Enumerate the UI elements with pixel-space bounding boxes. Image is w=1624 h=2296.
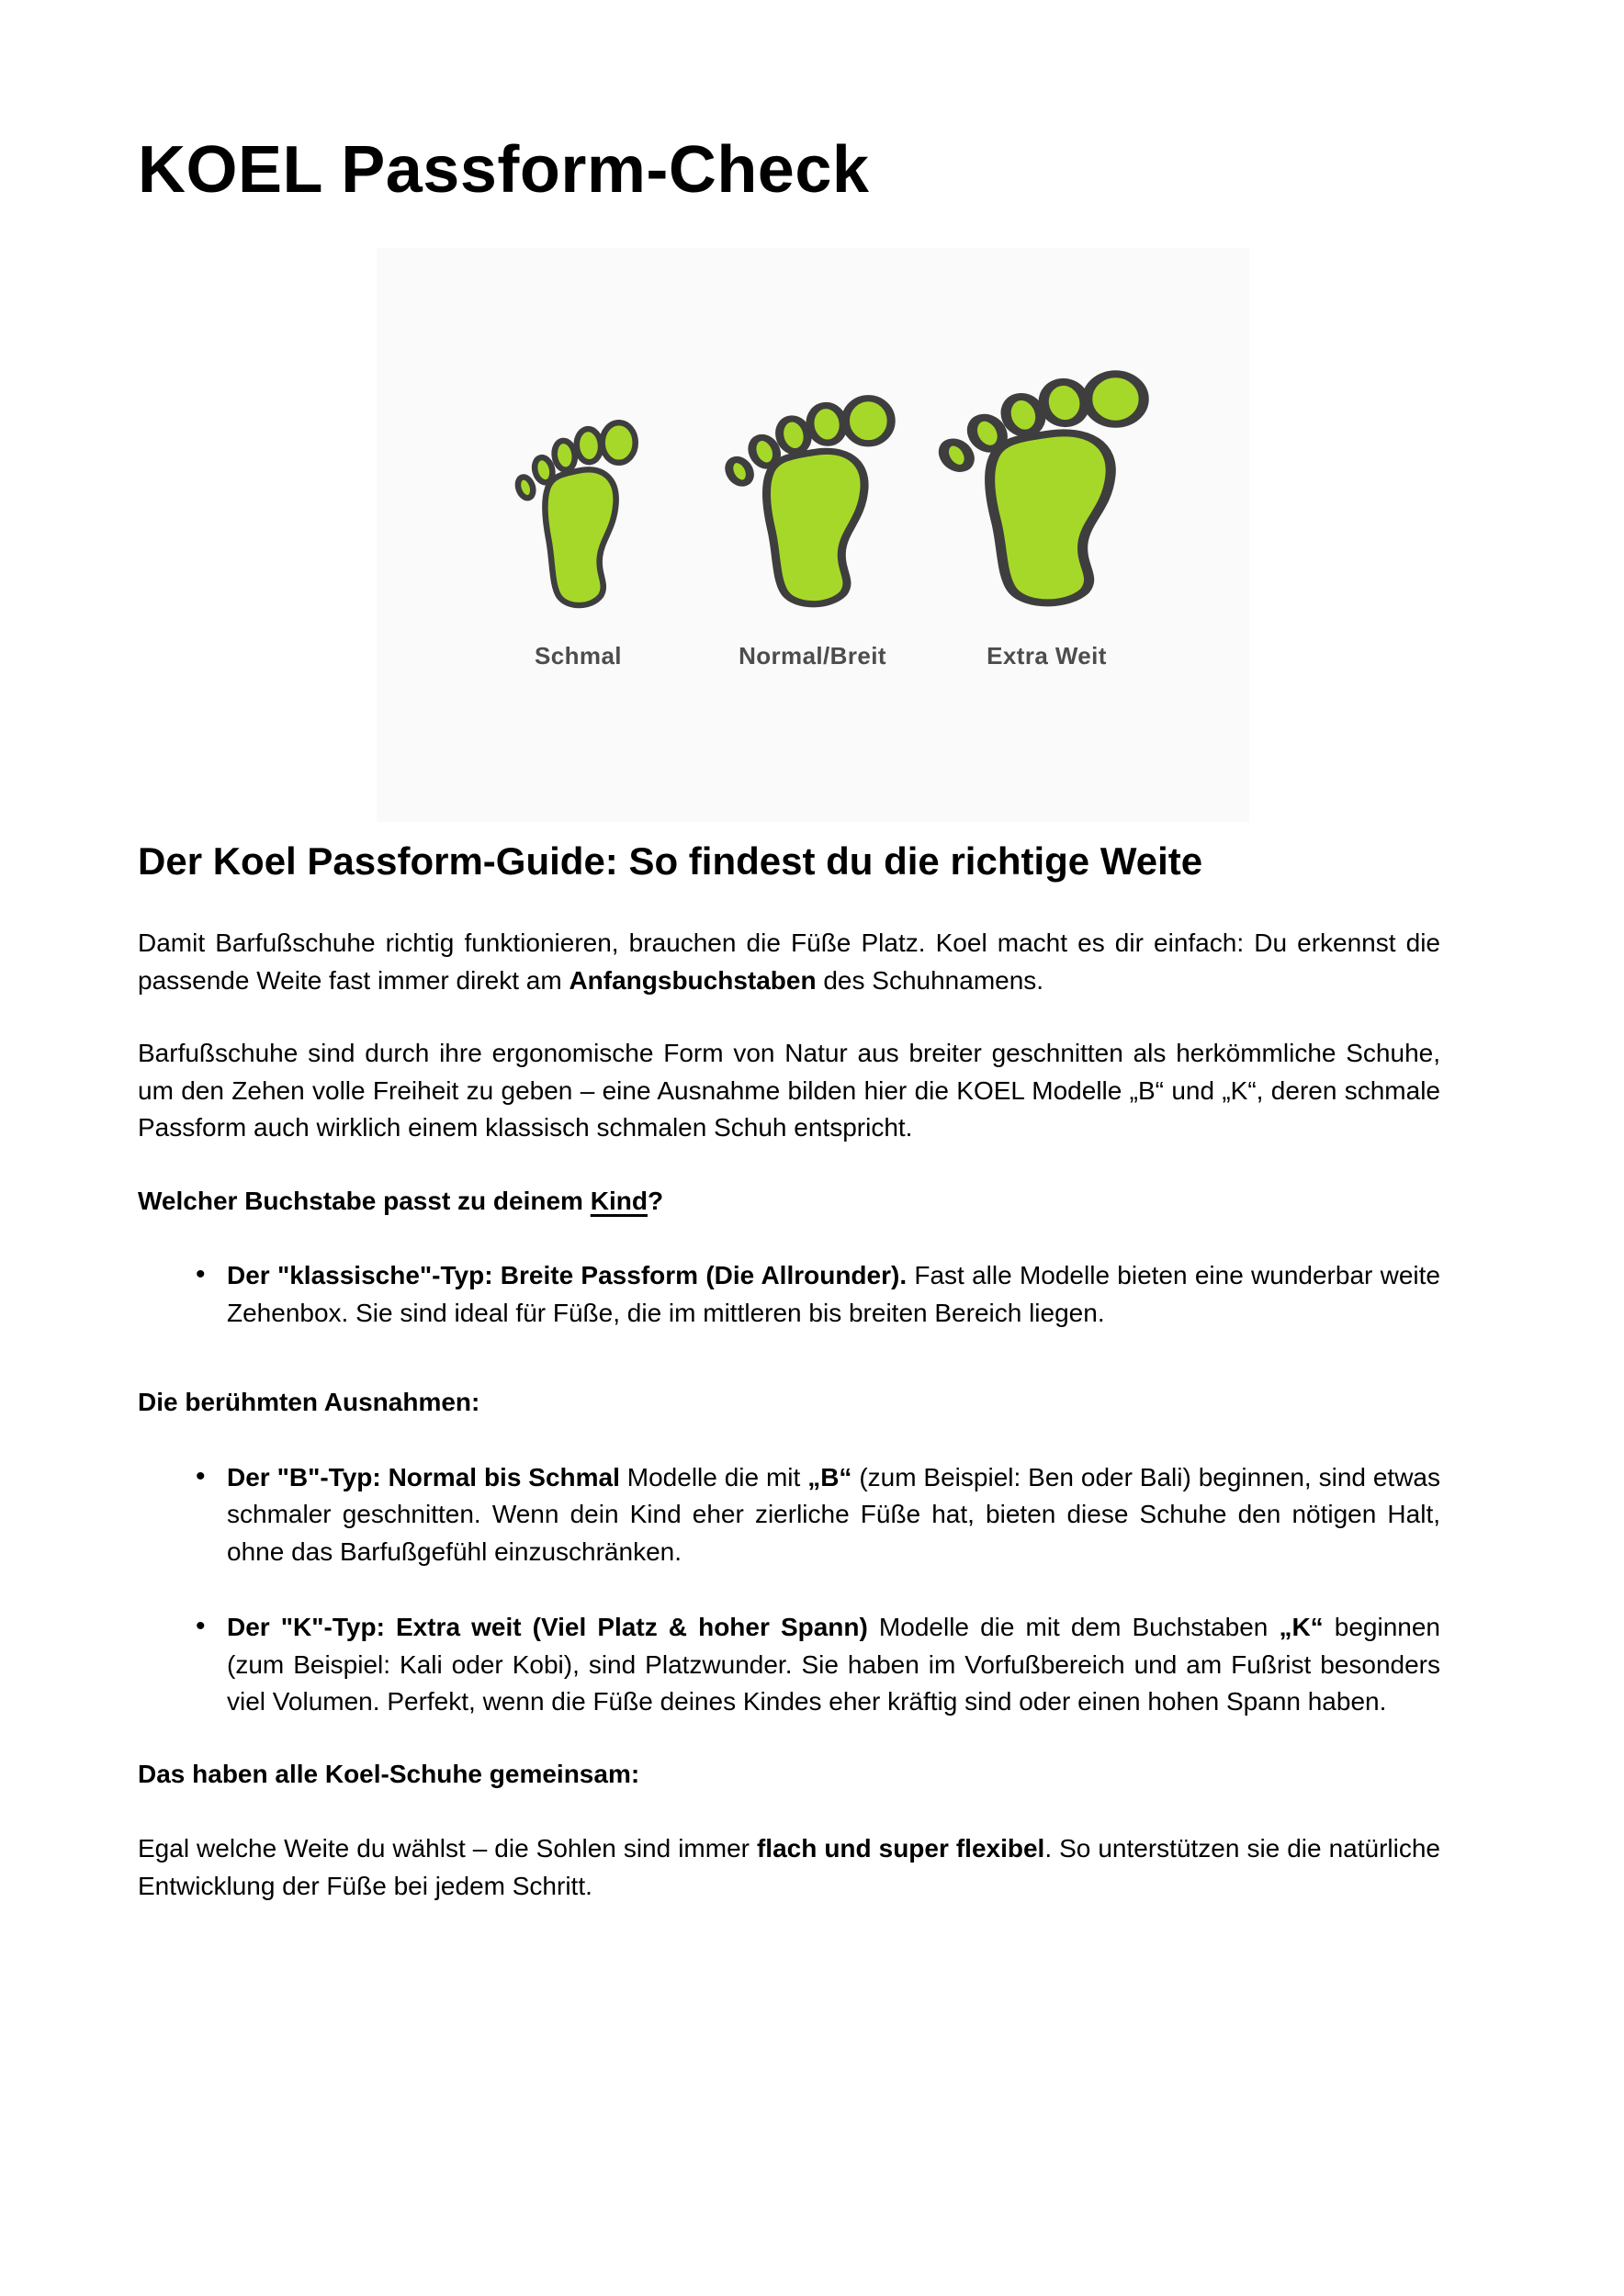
b-type-text-1: Modelle die mit [619, 1462, 808, 1491]
foot-column-normal [695, 369, 930, 670]
classic-type-list [138, 1257, 1440, 1332]
b-type-letter-bold: „B“ [807, 1462, 852, 1491]
k-type-text-1: Modelle die mit dem Buchstaben [867, 1613, 1280, 1641]
intro-paragraph [138, 925, 1440, 999]
bullet-item-b-type [138, 1459, 1440, 1571]
intro-text-2: des Schuhnamens. [816, 965, 1044, 995]
footprint-narrow-icon [513, 397, 644, 615]
foot-width-figure [377, 248, 1249, 822]
foot-column-narrow [461, 397, 695, 670]
question-text-2: ? [647, 1186, 664, 1215]
foot-label-normal-breit: Normal/Breit [739, 642, 886, 670]
k-type-text-2: beginnen (zum Beispiel: Kali oder Kobi), sind Platzwunder. Sie haben im Vorfußbereich und am Fußrist besonders viel Volumen. Perfekt, wenn die Füße deines Kindes eher kräftig sind oder einen hohen Spann haben. [227, 1613, 1440, 1716]
outro-paragraph [138, 1830, 1440, 1905]
question-heading [138, 1183, 1440, 1221]
question-underlined-kind: Kind [590, 1186, 648, 1215]
foot-label-extra-weit: Extra Weit [987, 642, 1107, 670]
feet-row [377, 342, 1249, 670]
ergonomic-paragraph: Barfußschuhe sind durch ihre ergonomische Form von Natur aus breiter geschnitten als herkömmliche Schuhe, um den Zehen volle Freiheit zu geben – eine Ausnahme bilden hier die KOEL Modelle „B“ und „K“, deren schmale Passform auch wirklich einem klassisch schmalen Schuh entspricht. [138, 1039, 1440, 1142]
footprint-extra-wide-icon [936, 342, 1158, 615]
common-heading: Das haben alle Koel-Schuhe gemeinsam: [138, 1759, 640, 1788]
k-type-lead-bold: Der "K"-Typ: Extra weit (Viel Platz & hoher Spann) [227, 1613, 868, 1641]
page-title: KOEL Passform-Check [138, 133, 870, 207]
intro-bold-anfangsbuchstaben: Anfangsbuchstaben [569, 965, 817, 995]
footprint-normal-icon [723, 369, 903, 615]
k-type-letter-bold: „K“ [1279, 1613, 1324, 1641]
outro-bold-flexibel: flach und super flexibel [756, 1834, 1045, 1863]
b-type-lead-bold: Der "B"-Typ: Normal bis Schmal [227, 1462, 620, 1491]
b-type-text-2: (zum Beispiel: Ben oder Bali) beginnen, sind etwas schmaler geschnitten. Wenn dein Kind eher zierliche Füße hat, bieten diese Schuhe den nötigen Halt, ohne das Barfußgefühl einzuschränken. [227, 1462, 1440, 1566]
bullet-item-k-type [138, 1609, 1440, 1721]
outro-text-2: . So unterstützen sie die natürliche Entwicklung der Füße bei jedem Schritt. [138, 1834, 1440, 1900]
foot-column-extra-wide [930, 342, 1164, 670]
question-text-1: Welcher Buchstabe passt zu deinem [138, 1186, 591, 1215]
allrounder-lead-bold: Der "klassische"-Typ: Breite Passform (Die Allrounder). [227, 1261, 908, 1289]
intro-text-1: Damit Barfußschuhe richtig funktionieren, brauchen die Füße Platz. Koel macht es dir einfach: Du erkennst die passende Weite fast immer direkt am [138, 929, 1440, 995]
outro-text-1: Egal welche Weite du wählst – die Sohlen sind immer [138, 1834, 757, 1863]
allrounder-text: Fast alle Modelle bieten eine wunderbar weite Zehenbox. Sie sind ideal für Füße, die im mittleren bis breiten Bereich liegen. [227, 1261, 1440, 1327]
bullet-item-allrounder [138, 1257, 1440, 1332]
exceptions-heading: Die berühmten Ausnahmen: [138, 1388, 480, 1416]
foot-label-schmal: Schmal [535, 642, 622, 670]
guide-heading: Der Koel Passform-Guide: So findest du die richtige Weite [138, 839, 1203, 883]
exceptions-list [138, 1459, 1440, 1721]
